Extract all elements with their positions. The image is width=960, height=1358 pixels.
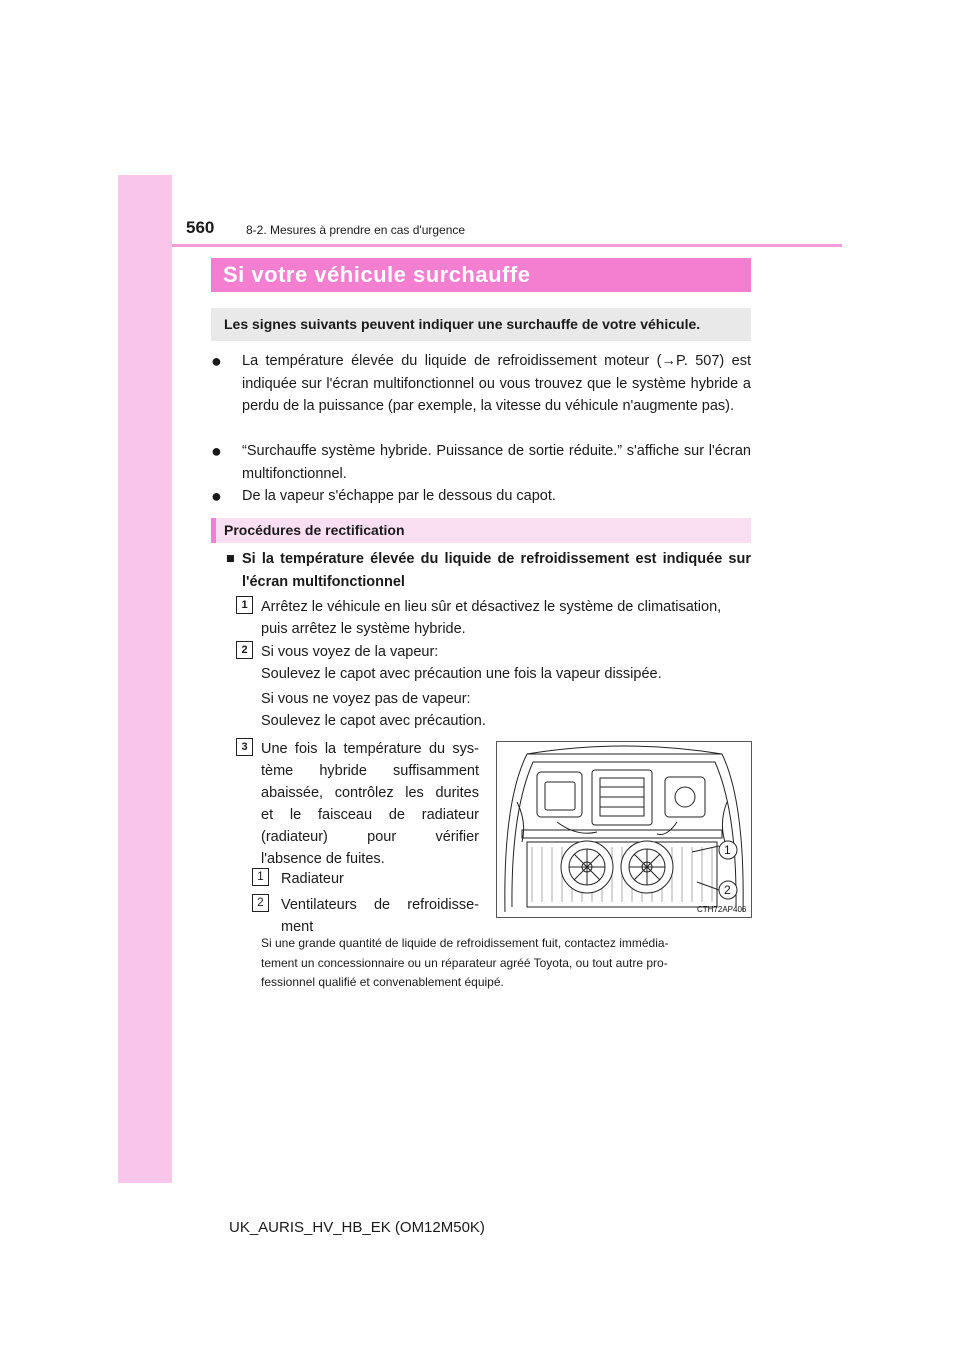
- step-1-line-1: Arrêtez le véhicule en lieu sûr et désactivez le système de climatisation,: [261, 599, 722, 615]
- step-number-1: 1: [236, 596, 253, 614]
- step-1-line-2: puis arrêtez le système hybride.: [261, 621, 466, 637]
- figure-callout-2: 2: [724, 883, 731, 897]
- step-3-line: l'absence de fuites.: [261, 851, 385, 867]
- page-title: Si votre véhicule surchauffe: [211, 258, 751, 292]
- engine-bay-illustration: [496, 741, 752, 918]
- subheading-text: Si la température élevée du liquide de refroidissement est indiquée sur l'écran multifonctionnel: [242, 551, 751, 590]
- figure-code: CTH72AP406: [697, 905, 747, 914]
- step-2-line-1: Si vous voyez de la vapeur:: [261, 644, 439, 660]
- engine-bay-drawing: [497, 742, 751, 917]
- figure-callout-1: 1: [724, 843, 731, 857]
- step-number-3: 3: [236, 738, 253, 756]
- sign-item-2: [211, 440, 751, 485]
- section-path: 8-2. Mesures à prendre en cas d'urgence: [246, 223, 466, 237]
- sign-text: “Surchauffe système hybride. Puissance de sortie réduite.” s'affiche sur l'écran multifonctionnel.: [242, 443, 751, 482]
- step-3-line: tème hybride suffisamment: [261, 763, 479, 779]
- callout-label-ventilateurs: Ventilateurs de refroidisse-: [281, 897, 479, 913]
- note-line: fessionnel qualifié et convenablement équipé.: [261, 975, 504, 989]
- step-2-line-2: Soulevez le capot avec précaution une fois la vapeur dissipée.: [261, 666, 662, 682]
- step-3-line: (radiateur) pour vérifier: [261, 829, 479, 845]
- callout-number-1: 1: [252, 868, 269, 886]
- note-line: tement un concessionnaire ou un réparateur agréé Toyota, ou tout autre pro-: [261, 955, 668, 970]
- bullet-icon: ●: [211, 486, 222, 506]
- page-number: 560: [186, 218, 215, 237]
- step-3-line: et le faisceau de radiateur: [261, 807, 479, 823]
- document-footer: UK_AURIS_HV_HB_EK (OM12M50K): [229, 1219, 485, 1236]
- sign-text: La température élevée du liquide de refroidissement moteur (→P. 507) est indiquée sur l'écran multifonctionnel ou vous trouvez que le système hybride a perdu de la puissance (par exemple, la vitesse du véhicule n'augmente pas).: [242, 353, 751, 414]
- bullet-icon: ●: [211, 351, 222, 371]
- intro-banner: Les signes suivants peuvent indiquer une surchauffe de votre véhicule.: [211, 308, 751, 341]
- step-number-2: 2: [236, 641, 253, 659]
- subheading: [226, 548, 751, 593]
- note-line: Si une grande quantité de liquide de refroidissement fuit, contactez immédia-: [261, 936, 669, 950]
- callout-number-2: 2: [252, 894, 269, 912]
- header-rule: [172, 244, 842, 247]
- section-heading: Procédures de rectification: [211, 518, 751, 543]
- callout-label-radiateur: Radiateur: [281, 871, 344, 887]
- step-2-line-3: Si vous ne voyez pas de vapeur:: [261, 691, 471, 707]
- sign-text: De la vapeur s'échappe par le dessous du capot.: [242, 488, 556, 504]
- leak-note: [261, 934, 751, 993]
- step-3-line: abaissée, contrôlez les durites: [261, 785, 479, 801]
- square-bullet-icon: ■: [226, 551, 235, 567]
- step-3-line: Une fois la température du sys-: [261, 741, 479, 757]
- bullet-icon: ●: [211, 441, 222, 461]
- step-2-line-4: Soulevez le capot avec précaution.: [261, 713, 486, 729]
- side-tab-strip: [118, 175, 172, 1183]
- sign-item-3: [211, 485, 751, 508]
- callout-label-ventilateurs-cont: ment: [281, 919, 314, 935]
- sign-item-1: [211, 350, 751, 418]
